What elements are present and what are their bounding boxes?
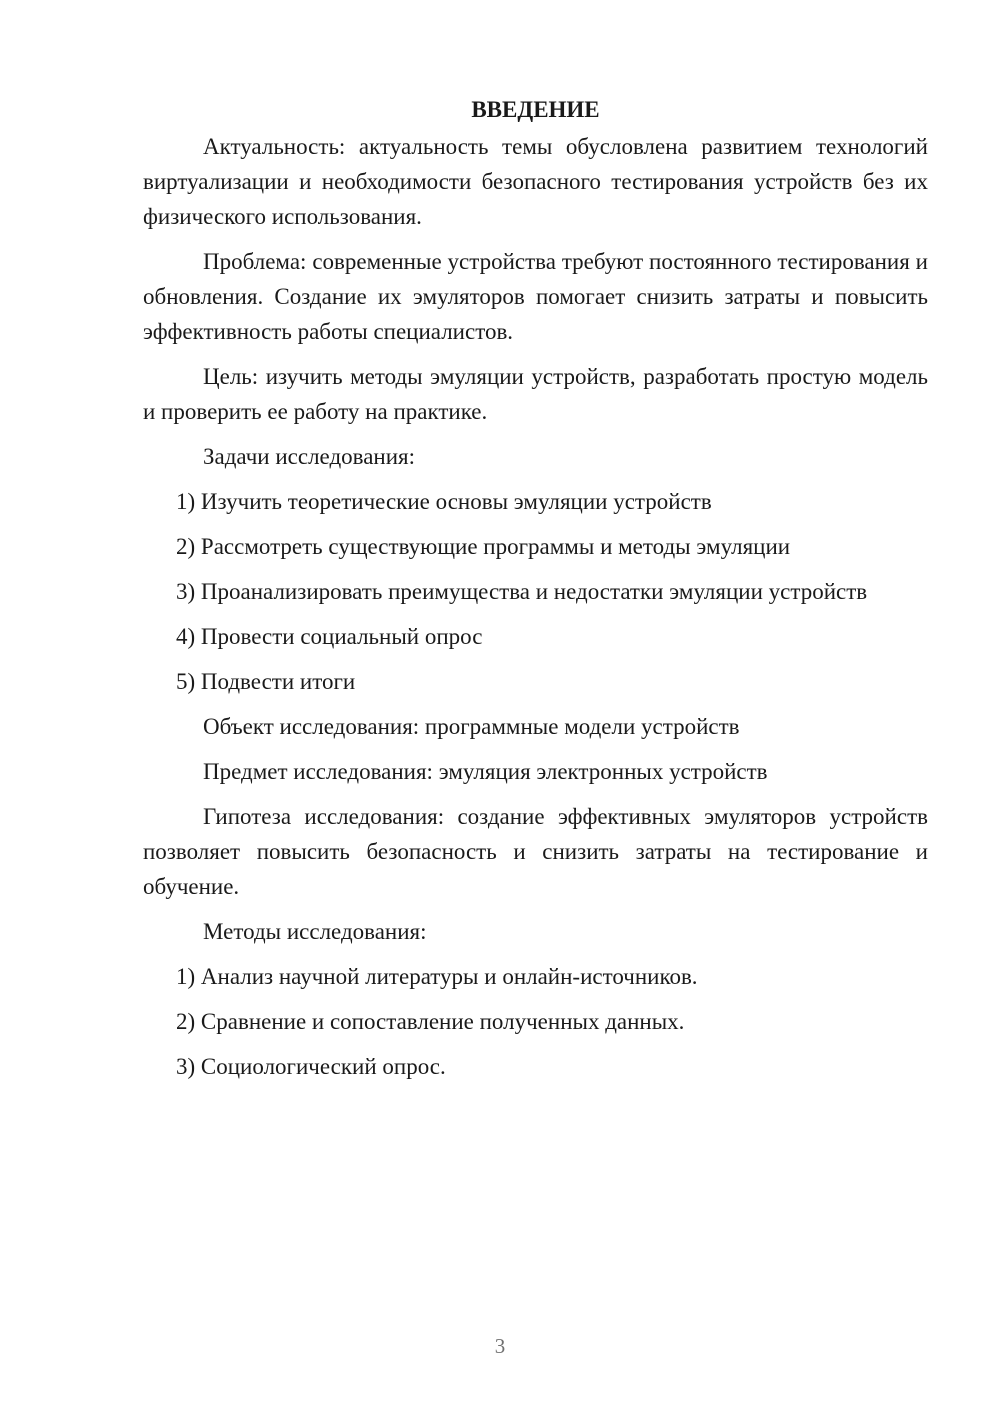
tasks-list <box>143 484 928 699</box>
page-number: 3 <box>494 1334 506 1358</box>
list-item: 2) Рассмотреть существующие программы и методы эмуляции <box>176 534 791 559</box>
object-line: Объект исследования: программные модели устройств <box>203 714 740 739</box>
list-item: 5) Подвести итоги <box>176 669 356 694</box>
hypothesis-paragraph: Гипотеза исследования: создание эффективных эмуляторов устройств позволяет повысить безопасность и снизить затраты на тестирование и обучение. <box>143 804 928 899</box>
methods-list <box>143 959 928 1084</box>
relevance-paragraph: Актуальность: актуальность темы обусловлена развитием технологий виртуализации и необходимости безопасного тестирования устройств без их физического использования. <box>143 134 928 229</box>
section-title: ВВЕДЕНИЕ <box>471 97 600 122</box>
list-item: 4) Провести социальный опрос <box>176 624 483 649</box>
methods-heading: Методы исследования: <box>203 919 427 944</box>
goal-paragraph: Цель: изучить методы эмуляции устройств, разработать простую модель и проверить ее работу на практике. <box>143 364 928 424</box>
list-item: 1) Анализ научной литературы и онлайн-источников. <box>176 964 698 989</box>
problem-paragraph: Проблема: современные устройства требуют постоянного тестирования и обновления. Создание их эмуляторов помогает снизить затраты и повысить эффективность работы специалистов. <box>143 249 928 344</box>
subject-line: Предмет исследования: эмуляция электронных устройств <box>203 759 768 784</box>
list-item: 3) Социологический опрос. <box>176 1054 446 1079</box>
list-item: 3) Проанализировать преимущества и недостатки эмуляции устройств <box>176 579 868 604</box>
list-item: 2) Сравнение и сопоставление полученных данных. <box>176 1009 685 1034</box>
tasks-heading: Задачи исследования: <box>203 444 416 469</box>
list-item: 1) Изучить теоретические основы эмуляции устройств <box>176 489 712 514</box>
